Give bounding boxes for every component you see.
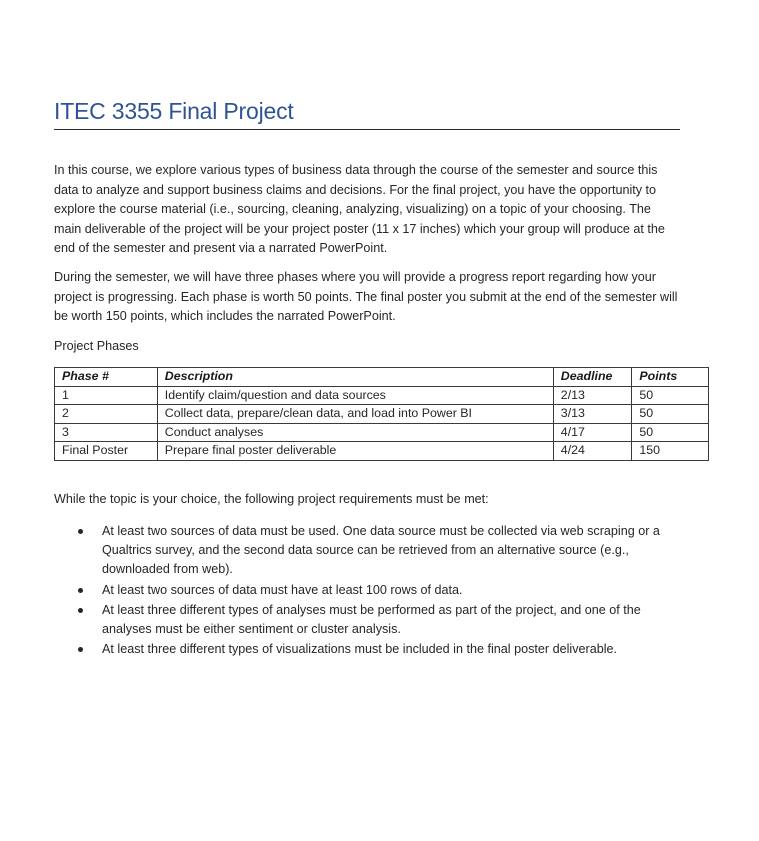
cell-phase: 3 — [55, 423, 158, 442]
header-description: Description — [157, 368, 553, 387]
cell-deadline: 3/13 — [553, 405, 632, 424]
bullet-icon — [78, 647, 83, 652]
page-title: ITEC 3355 Final Project — [54, 98, 294, 124]
requirement-text: At least two sources of data must be used. One data source must be collected via web scraping or a Qualtrics survey, and the second data source can be retrieved from an alternative source (e.g., downloaded from web). — [102, 524, 660, 577]
requirements-intro: While the topic is your choice, the following project requirements must be met: — [54, 492, 489, 506]
cell-phase: Final Poster — [55, 442, 158, 461]
cell-deadline: 4/17 — [553, 423, 632, 442]
cell-points: 50 — [632, 405, 709, 424]
requirements-list — [54, 522, 704, 660]
requirement-text: At least three different types of analyses must be performed as part of the project, and one of the analyses must be either sentiment or cluster analysis. — [102, 602, 641, 637]
cell-description: Collect data, prepare/clean data, and load into Power BI — [157, 405, 553, 424]
list-item — [54, 601, 684, 639]
cell-description: Prepare final poster deliverable — [157, 442, 553, 461]
table-row — [55, 386, 709, 405]
bullet-icon — [78, 608, 83, 613]
cell-phase: 2 — [55, 405, 158, 424]
phases-table — [54, 367, 709, 461]
list-item — [54, 640, 684, 659]
cell-deadline: 4/24 — [553, 442, 632, 461]
phases-paragraph: During the semester, we will have three phases where you will provide a progress report regarding how your project is progressing. Each phase is worth 50 points. The final poster you submit at the end of the semester will be worth 150 points, which includes the narrated PowerPoint. — [54, 270, 678, 324]
cell-points: 50 — [632, 386, 709, 405]
cell-points: 150 — [632, 442, 709, 461]
list-item — [54, 522, 684, 580]
header-points: Points — [632, 368, 709, 387]
header-deadline: Deadline — [553, 368, 632, 387]
cell-phase: 1 — [55, 386, 158, 405]
header-phase: Phase # — [55, 368, 158, 387]
requirement-text: At least two sources of data must have at least 100 rows of data. — [102, 582, 463, 597]
bullet-icon — [78, 588, 83, 593]
cell-description: Identify claim/question and data sources — [157, 386, 553, 405]
list-item — [54, 581, 684, 600]
table-row — [55, 423, 709, 442]
cell-points: 50 — [632, 423, 709, 442]
requirement-text: At least three different types of visualizations must be included in the final poster deliverable. — [102, 642, 618, 657]
table-row — [55, 442, 709, 461]
bullet-icon — [78, 529, 83, 534]
title-divider — [54, 129, 680, 130]
cell-deadline: 2/13 — [553, 386, 632, 405]
table-row — [55, 405, 709, 424]
phases-label: Project Phases — [54, 339, 139, 353]
table-header-row — [55, 368, 709, 387]
cell-description: Conduct analyses — [157, 423, 553, 442]
intro-paragraph: In this course, we explore various types of business data through the course of the semester and source this data to analyze and support business claims and decisions. For the final project, you have the opportunity to explore the course material (i.e., sourcing, cleaning, analyzing, visualizing) on a topic of your choosing. The main deliverable of the project will be your project poster (11 x 17 inches) which your group will produce at the end of the semester and present via a narrated PowerPoint. — [54, 163, 665, 256]
